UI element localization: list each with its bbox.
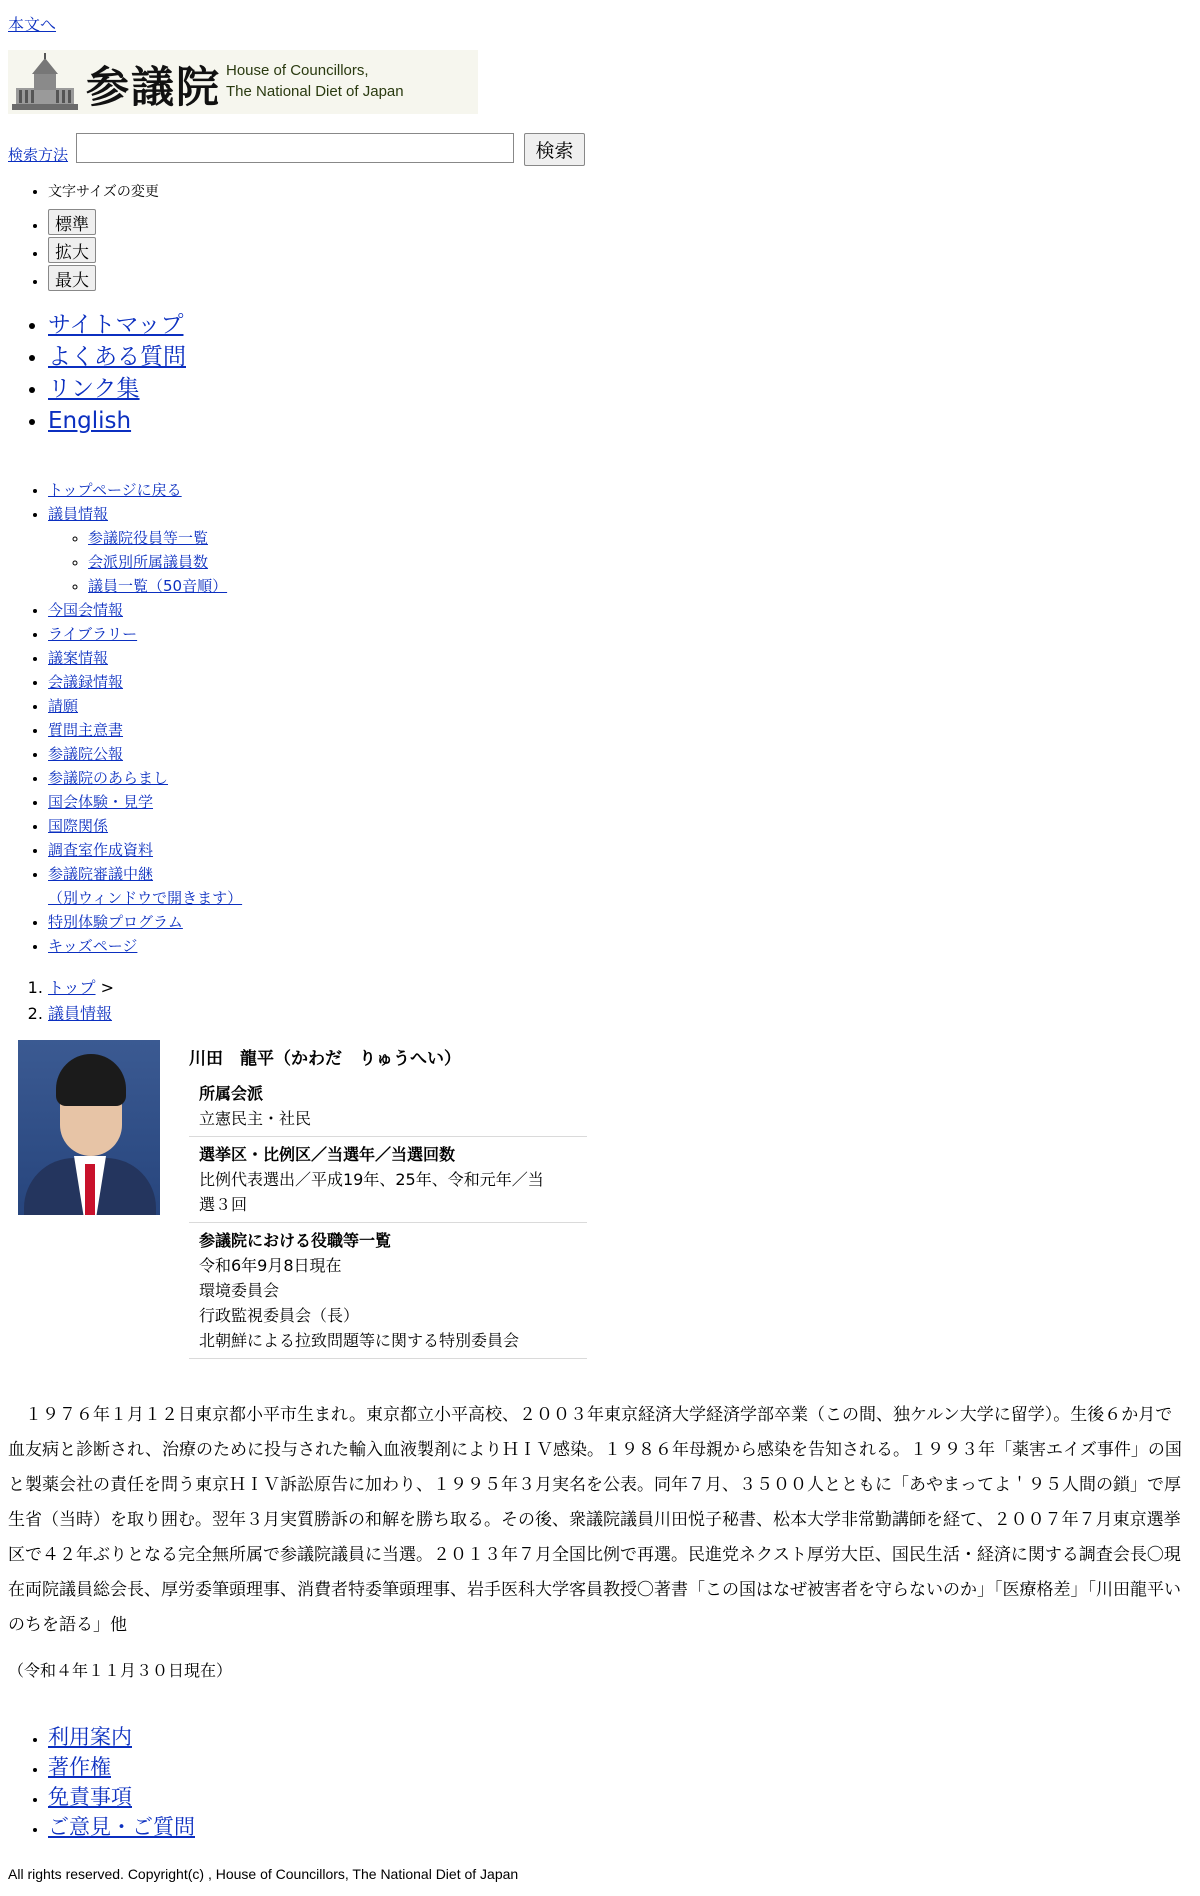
role-item: 環境委員会 — [199, 1281, 280, 1300]
nav-item-top[interactable]: トップページに戻る — [48, 481, 182, 499]
nav-item-international[interactable]: 国際関係 — [48, 817, 109, 835]
sitemap-link[interactable]: サイトマップ — [48, 312, 184, 338]
district-value-line2: 選３回 — [199, 1195, 248, 1214]
member-photo — [18, 1040, 160, 1215]
member-name: 川田 龍平（かわだ りゅうへい） — [189, 1049, 461, 1069]
faq-link[interactable]: よくある質問 — [48, 344, 186, 370]
roles-date: 令和6年9月8日現在 — [199, 1256, 342, 1275]
member-district — [189, 1137, 587, 1223]
nav-item-members[interactable]: 議員情報 — [48, 505, 109, 523]
nav-item-minutes[interactable]: 会議録情報 — [48, 673, 124, 691]
roles-label: 参議院における役職等一覧 — [199, 1231, 392, 1250]
breadcrumb — [48, 975, 114, 1027]
footer-copyright-link[interactable]: 著作権 — [48, 1755, 111, 1779]
nav-item-overview[interactable]: 参議院のあらまし — [48, 769, 169, 787]
footer-links — [48, 1722, 195, 1842]
nav-item-library[interactable]: ライブラリー — [48, 625, 138, 643]
nav-subitem-officers[interactable]: 参議院役員等一覧 — [88, 529, 209, 547]
footer-disclaimer-link[interactable]: 免責事項 — [48, 1785, 132, 1809]
search-button[interactable]: 検索 — [524, 133, 585, 166]
side-navigation — [48, 478, 242, 958]
font-size-controls — [48, 181, 159, 293]
font-size-label: 文字サイズの変更 — [48, 184, 159, 200]
new-window-note: （別ウィンドウで開きます） — [48, 889, 243, 907]
footer-feedback-link[interactable]: ご意見・ご質問 — [48, 1815, 195, 1839]
utility-links — [48, 310, 186, 438]
nav-subitem-factions[interactable]: 会派別所属議員数 — [88, 553, 209, 571]
nav-item-petitions[interactable]: 請願 — [48, 697, 79, 715]
site-logo[interactable] — [8, 50, 478, 114]
nav-item-visit[interactable]: 国会体験・見学 — [48, 793, 154, 811]
nav-item-research[interactable]: 調査室作成資料 — [48, 841, 154, 859]
biography-date: （令和４年１１月３０日現在） — [8, 1661, 233, 1680]
font-size-large-button[interactable]: 拡大 — [48, 237, 96, 263]
nav-item-live-broadcast[interactable]: 参議院審議中継 （別ウィンドウで開きます） — [48, 865, 243, 907]
nav-submenu-members — [88, 526, 242, 598]
member-faction — [189, 1076, 587, 1137]
member-roles — [189, 1223, 587, 1359]
diet-building-icon — [10, 52, 80, 112]
english-link[interactable]: English — [48, 408, 132, 434]
nav-subitem-member-list[interactable]: 議員一覧（50音順） — [88, 577, 228, 595]
nav-item-current-session[interactable]: 今国会情報 — [48, 601, 124, 619]
font-size-max-button[interactable]: 最大 — [48, 265, 96, 291]
faction-label: 所属会派 — [199, 1084, 264, 1103]
logo-title-en: House of Councillors, The National Diet of Japan — [226, 62, 404, 100]
copyright-text: All rights reserved. Copyright(c) , House of Councillors, The National Diet of Japan — [8, 1866, 519, 1882]
district-value-line1: 比例代表選出／平成19年、25年、令和元年／当 — [199, 1170, 544, 1189]
footer-usage-link[interactable]: 利用案内 — [48, 1725, 132, 1749]
breadcrumb-members-link[interactable]: 議員情報 — [48, 1004, 113, 1023]
member-biography: １９７６年１月１２日東京都小平市生まれ。東京都立小平高校、２００３年東京経済大学経済学部卒業（この間、独ケルン大学に留学）。生後６か月で血友病と診断され、治療のために投与された輸入血液製剤によりＨＩＶ感染。１９８６年母親から感染を告知される。１９９３年「薬害エイズ事件」の国と製薬会社の責任を問う東京ＨＩＶ訴訟原告に加わり、１９９５年３月実名を公表。同年７月、３５００人とともに「あやまってよ＇９５人間の鎖」で厚生省（当時）を取り囲む。翌年３月実質勝訴の和解を勝ち取る。その後、衆議院議員川田悦子秘書、松本大学非常勤講師を経て、２００７年７月東京選挙区で４２年ぶりとなる完全無所属で参議院議員に当選。２０１３年７月全国比例で再選。民進党ネクスト厚労大臣、国民生活・経済に関する調査会長〇現在両院議員総会長、厚労委筆頭理事、消費者特委筆頭理事、岩手医科大学客員教授〇著書「この国はなぜ被害者を守らないのか」「医療格差」「川田龍平いのちを語る」他 — [8, 1405, 1182, 1635]
breadcrumb-separator: > — [100, 978, 115, 997]
role-item: 行政監視委員会（長） — [199, 1306, 360, 1325]
nav-item-bills[interactable]: 議案情報 — [48, 649, 109, 667]
faction-value: 立憲民主・社民 — [199, 1109, 312, 1128]
logo-title-jp: 参議院 — [86, 63, 221, 113]
links-link[interactable]: リンク集 — [48, 376, 140, 402]
search-input[interactable] — [76, 133, 514, 163]
font-size-standard-button[interactable]: 標準 — [48, 209, 96, 235]
nav-item-kids[interactable]: キッズページ — [48, 937, 138, 955]
breadcrumb-top-link[interactable]: トップ — [48, 978, 96, 997]
district-label: 選挙区・比例区／当選年／当選回数 — [199, 1145, 456, 1164]
nav-item-questions[interactable]: 質問主意書 — [48, 721, 124, 739]
nav-item-special-program[interactable]: 特別体験プログラム — [48, 913, 183, 931]
search-help-link[interactable]: 検索方法 — [8, 146, 69, 164]
nav-item-gazette[interactable]: 参議院公報 — [48, 745, 124, 763]
skip-to-content-link[interactable]: 本文へ — [8, 15, 57, 34]
role-item: 北朝鮮による拉致問題等に関する特別委員会 — [199, 1331, 520, 1350]
